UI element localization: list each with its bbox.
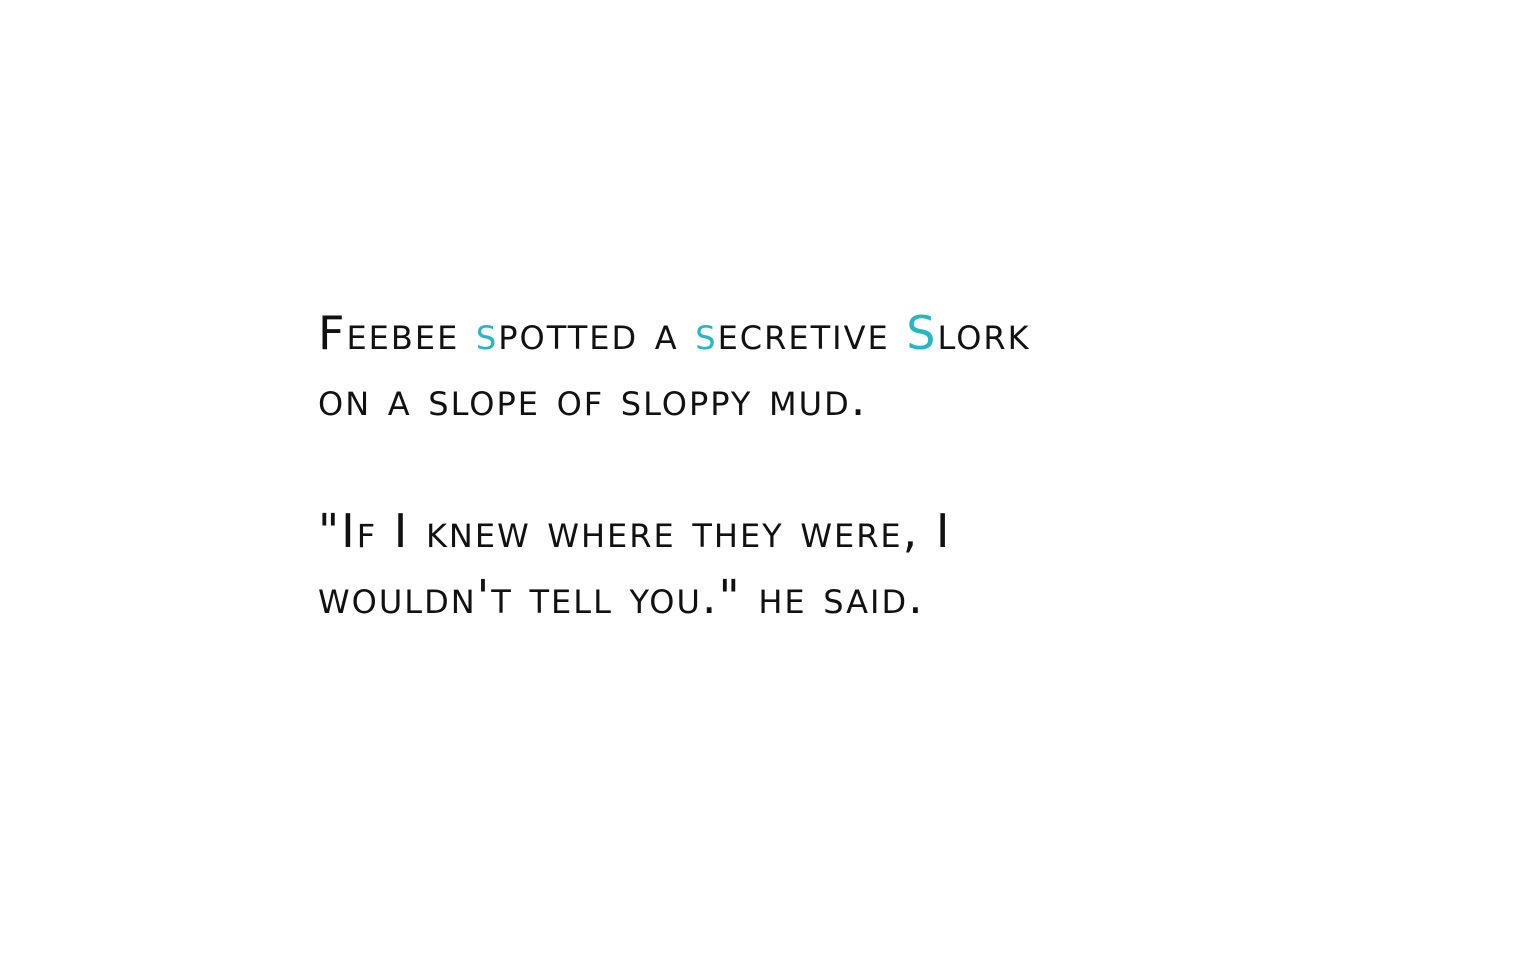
highlighted-s: s <box>475 306 499 360</box>
text-fragment: ecretive <box>717 306 907 360</box>
text-fragment: potted a <box>498 306 696 360</box>
highlighted-capital-s: S <box>906 306 938 360</box>
text-fragment: lork <box>937 306 1031 360</box>
paragraph-2 <box>318 498 1318 630</box>
story-text <box>318 300 1318 630</box>
paragraph-2-line-1: "If I knew where they were, I <box>318 504 952 558</box>
highlighted-s: s <box>695 306 718 360</box>
paragraph-1-line-2: on a slope of sloppy mud. <box>318 372 868 426</box>
text-fragment: Feebee <box>318 306 476 360</box>
paragraph-2-line-2: wouldn't tell you." he said. <box>318 570 925 624</box>
paragraph-1-line-1 <box>318 300 1318 366</box>
paragraph-1 <box>318 300 1318 432</box>
